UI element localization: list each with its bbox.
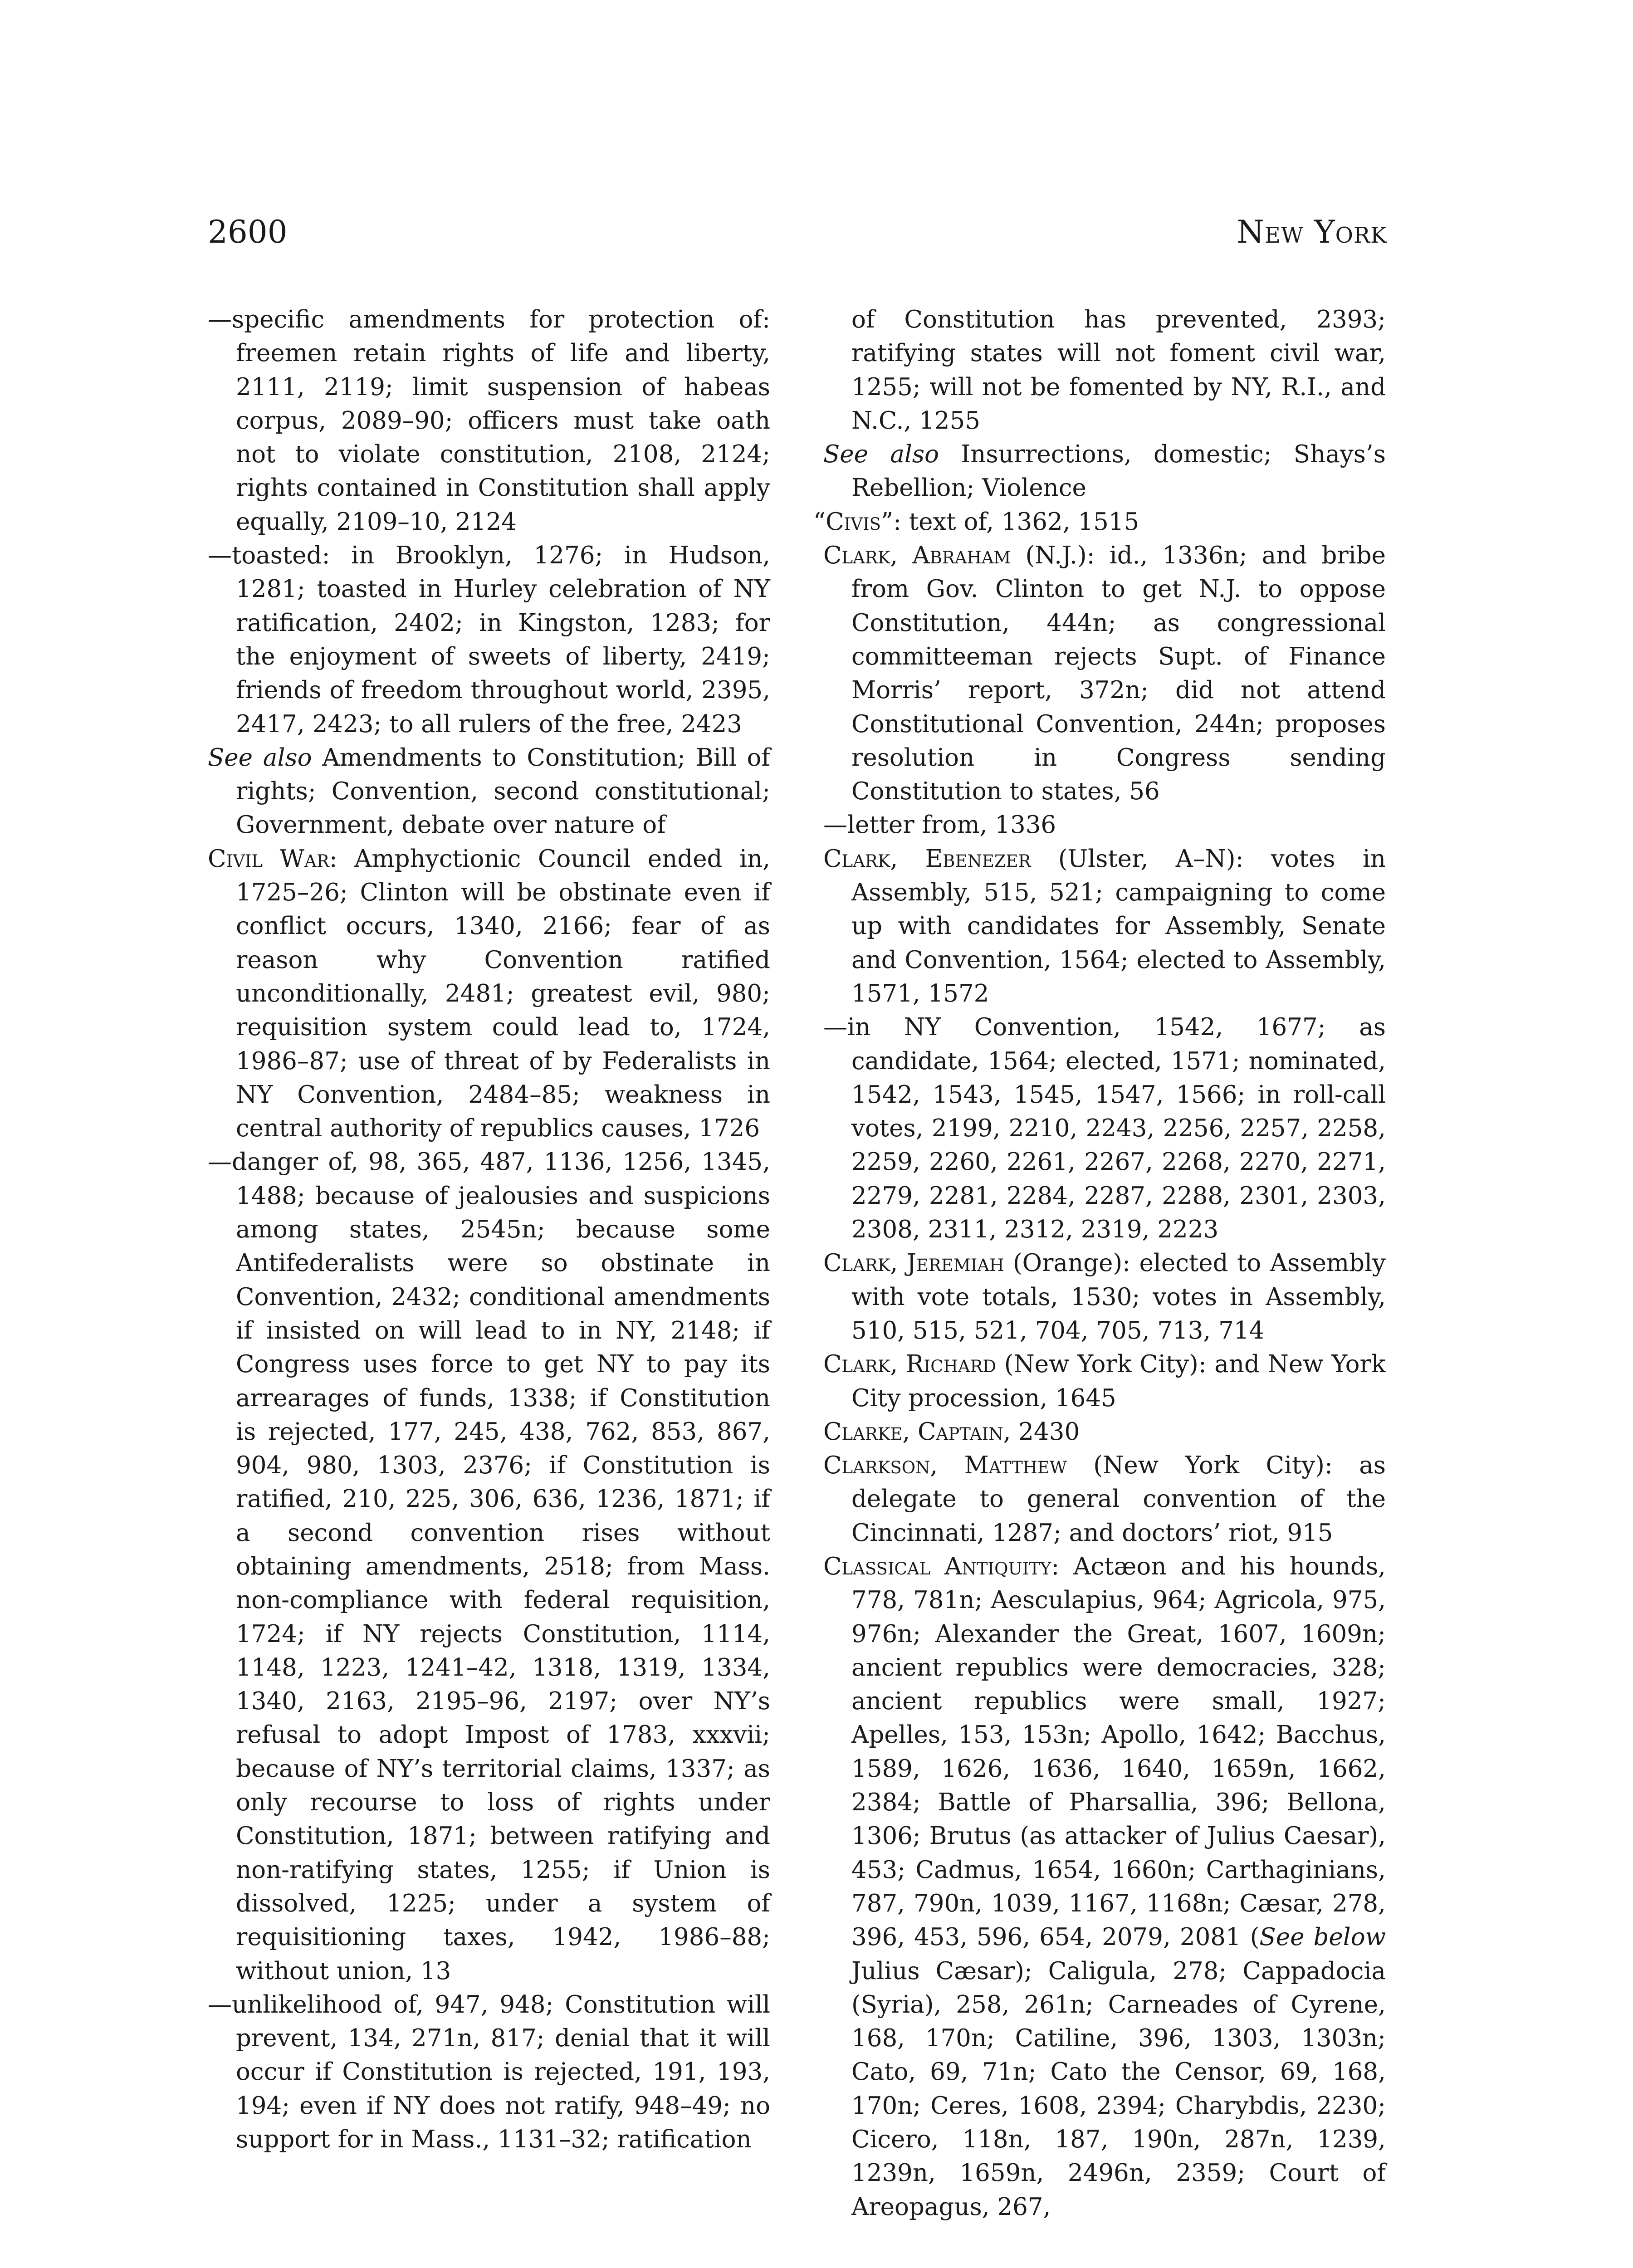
index-entry — [823, 1348, 1386, 1415]
see-also-entry — [208, 741, 770, 842]
see-also-label: See also — [208, 743, 312, 772]
entry-text: (Orange): elected to Assembly with vote totals, 1530; votes in Assembly, 510, 515, 521, 704, 705, 713, 714 — [851, 1249, 1386, 1344]
see-also-entry — [823, 438, 1386, 505]
index-subentry: —toasted: in Brooklyn, 1276; in Hudson, 1281; toasted in Hurley celebration of NY ratification, 2402; in Kingston, 1283; for the enjoyment of sweets of liberty, 2419; friends of freedom throughout world, 2395, 2417, 2423; to all rulers of the free, 2423 — [208, 542, 770, 738]
index-entry — [823, 1246, 1386, 1348]
right-column — [813, 303, 1386, 2224]
entry-heading: Clark, Jeremiah — [823, 1249, 1004, 1277]
entry-text: ”: text of, 1362, 1515 — [880, 508, 1139, 536]
see-also-text: Insurrections, domestic; Shays’s Rebellion; Violence — [851, 440, 1386, 502]
entry-heading: Clark, Abraham — [823, 542, 1011, 570]
entry-text: : Amphyctionic Council ended in, 1725–26; Clinton will be obstinate even if conflict occurs, 1340, 2166; fear of as reason why Convention ratified unconditionally, 2481; greatest evil, 980; requisition system could lead to, 1724, 1986–87; use of threat of by Federalists in NY Convention, 2484–85; weakness in central authority of republics causes, 1726 — [236, 845, 770, 1143]
see-also-label: See also — [823, 440, 939, 469]
index-subentry: —danger of, 98, 365, 487, 1136, 1256, 1345, 1488; because of jealousies and suspicions among states, 2545n; because some Antifederalists were so obstinate in Convention, 2432; conditional amendments if insisted on will lead to in NY, 2148; if Congress uses force to get NY to pay its arrearages of funds, 1338; if Constitution is rejected, 177, 245, 438, 762, 853, 867, 904, 980, 1303, 2376; if Constitution is ratified, 210, 225, 306, 636, 1236, 1871; if a second convention rises without obtaining amendments, 2518; from Mass. non-compliance with federal requisition, 1724; if NY rejects Constitution, 1114, 1148, 1223, 1241–42, 1318, 1319, 1334, 1340, 2163, 2195–96, 2197; over NY’s refusal to adopt Impost of 1783, xxxvii; because of NY’s territorial claims, 1337; as only recourse to loss of rights under Constitution, 1871; between ratifying and non-ratifying states, 1255; if Union is dissolved, 1225; under a system of requisitioning taxes, 1942, 1986–88; without union, 13 — [208, 1148, 770, 1985]
index-entry — [823, 842, 1386, 1011]
index-subentry: —specific amendments for protection of: freemen retain rights of life and liberty, 2111, 2119; limit suspension of habeas corpus, 2089–90; officers must take oath not to violate constitution, 2108, 2124; rights contained in Constitution shall apply equally, 2109–10, 2124 — [208, 306, 770, 536]
entry-text: (Ulster, A–N): votes in Assembly, 515, 521; campaigning to come up with candidates for Assembly, Senate and Convention, 1564; elected to Assembly, 1571, 1572 — [851, 845, 1386, 1007]
entry-text: (New York City): as delegate to general convention of the Cincinnati, 1287; and doctors’ riot, 915 — [851, 1452, 1386, 1547]
entry-text: : Actæon and his hounds, 778, 781n; Aesculapius, 964; Agricola, 975, 976n; Alexander the Great, 1607, 1609n; ancient republics were democracies, 328; ancient republics were small, 1927; Apelles, 153, 153n; Apollo, 1642; Bacchus, 1589, 1626, 1636, 1640, 1659n, 1662, 2384; Battle of Pharsallia, 396; Bellona, 1306; Brutus (as attacker of Julius Caesar), 453; Cadmus, 1654, 1660n; Carthaginians, 787, 790n, 1039, 1167, 1168n; Cæsar, 278, 396, 453, 596, 654, 2079, 2081 ( — [851, 1552, 1386, 1951]
index-subentry: —letter from, 1336 — [823, 811, 1056, 839]
index-entry — [823, 1415, 1386, 1449]
page-number: 2600 — [208, 214, 288, 250]
entry-text: , 2430 — [1003, 1418, 1080, 1446]
entry-heading: Clark, Ebenezer — [823, 845, 1031, 873]
index-entry — [823, 539, 1386, 808]
left-column — [208, 303, 770, 2156]
entry-heading: Clark, Richard — [823, 1350, 997, 1378]
entry-heading: Clarkson, Matthew — [823, 1452, 1067, 1480]
open-quote: “ — [813, 508, 826, 536]
index-entry — [813, 505, 1386, 539]
entry-text: (N.J.): id., 1336n; and bribe from Gov. Clinton to get N.J. to oppose Constitution, 444n; as congressional committeeman rejects Supt. of Finance Morris’ report, 372n; did not attend Constitutional Convention, 244n; proposes resolution in Congress sending Constitution to states, 56 — [851, 542, 1386, 806]
index-entry — [208, 842, 770, 1146]
see-also-text: Amendments to Constitution; Bill of rights; Convention, second constitutional; Government, debate over nature of — [236, 743, 771, 839]
entry-italic: See below — [1259, 1923, 1386, 1951]
entry-tail: Julius Cæsar); Caligula, 278; Cappadocia (Syria), 258, 261n; Carneades of Cyrene, 168, 170n; Catiline, 396, 1303, 1303n; Cato, 69, 71n; Cato the Censor, 69, 168, 170n; Ceres, 1608, 2394; Charybdis, 2230; Cicero, 118n, 187, 190n, 287n, 1239, 1239n, 1659n, 2496n, 2359; Court of Areopagus, 267, — [851, 1957, 1386, 2221]
entry-heading: Civis — [826, 508, 881, 536]
entry-text: (New York City): and New York City procession, 1645 — [851, 1350, 1386, 1412]
entry-heading: Civil War — [208, 845, 329, 873]
index-entry — [823, 1550, 1386, 2224]
index-subentry: —in NY Convention, 1542, 1677; as candidate, 1564; elected, 1571; nominated, 1542, 1543, 1545, 1547, 1566; in roll-call votes, 2199, 2210, 2243, 2256, 2257, 2258, 2259, 2260, 2261, 2267, 2268, 2270, 2271, 2279, 2281, 2284, 2287, 2288, 2301, 2303, 2308, 2311, 2312, 2319, 2223 — [823, 1013, 1386, 1244]
entry-heading: Classical Antiquity — [823, 1552, 1051, 1580]
continued-text: of Constitution has prevented, 2393; ratifying states will not foment civil war, 1255; will not be fomented by NY, R.I., and N.C., 1255 — [851, 306, 1386, 435]
index-subentry: —unlikelihood of, 947, 948; Constitution will prevent, 134, 271n, 817; denial that it will occur if Constitution is rejected, 191, 193, 194; even if NY does not ratify, 948–49; no support for in Mass., 1131–32; ratification — [208, 1990, 770, 2154]
running-title: New York — [1237, 214, 1387, 250]
entry-heading: Clarke, Captain — [823, 1418, 1003, 1446]
page-header — [208, 214, 1387, 250]
index-entry — [823, 1449, 1386, 1550]
